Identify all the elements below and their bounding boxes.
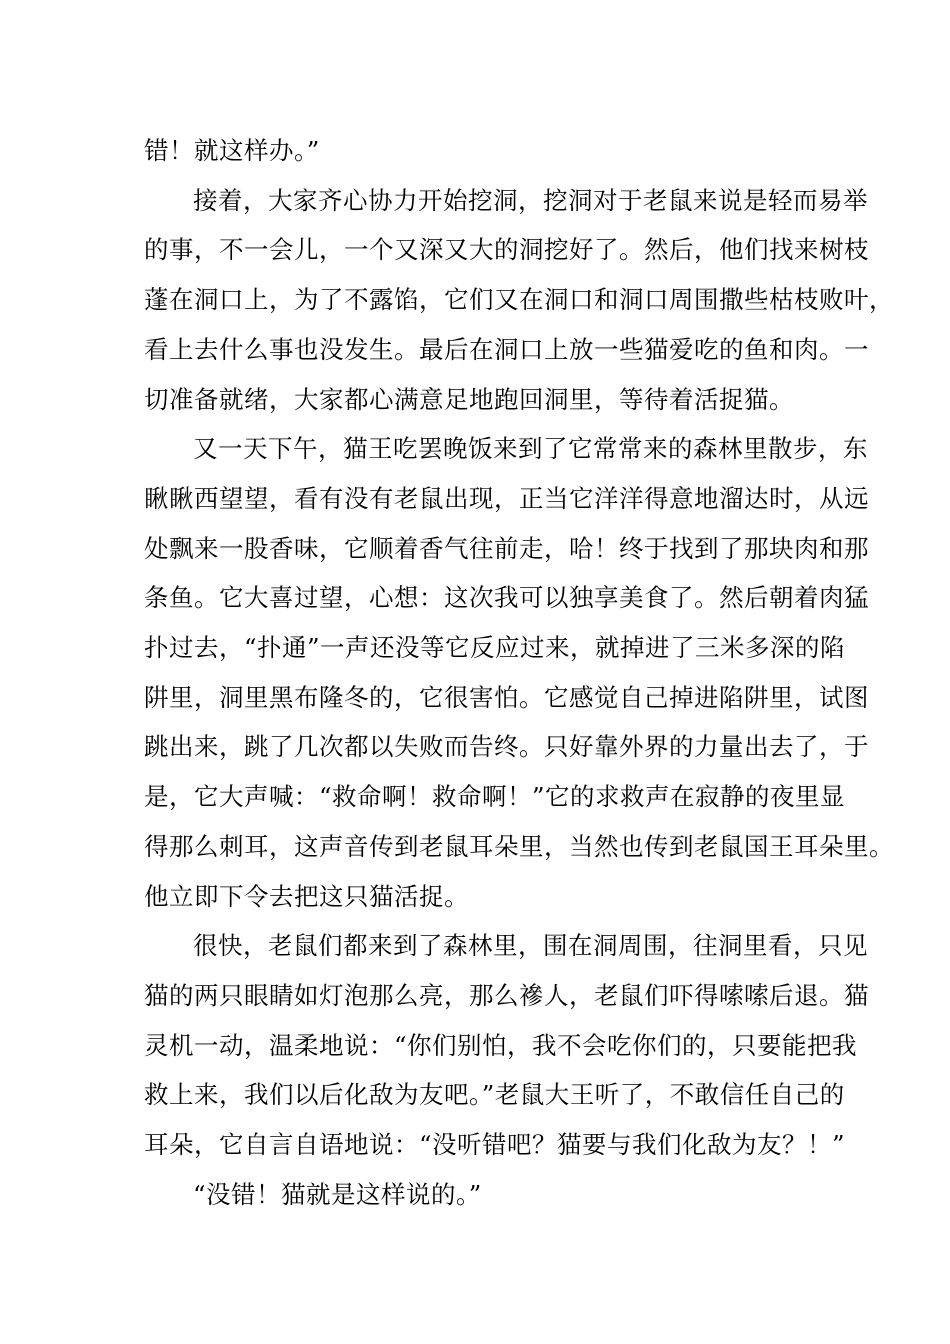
text-line: 是，它大声喊：“救命啊！救命啊！”它的求救声在寂静的夜里显 [144,782,846,812]
text-line: 耳朵，它自言自语地说：“没听错吧？猫要与我们化敌为友？！” [144,1130,846,1160]
text-line: 猫的两只眼睛如灯泡那么亮，那么襂人，老鼠们吓得嗦嗦后退。猫 [144,980,869,1010]
text-line: 瞅瞅西望望，看有没有老鼠出现，正当它洋洋得意地溜达时，从远 [144,483,869,513]
text-line: 错！就这样办。” [144,136,320,165]
text-line: 蓬在洞口上，为了不露馅，它们又在洞口和洞口周围撒些枯枝败叶， [144,285,894,315]
paragraph-3 [144,424,894,921]
text-line: “没错！猫就是这样说的。” [193,1179,482,1209]
text-line: 很快，老鼠们都来到了森林里，围在洞周围，往洞里看，只见 [193,931,868,961]
text-line: 又一天下午，猫王吃罢晚饭来到了它常常来的森林里散步，东 [193,434,868,464]
text-line: 接着，大家齐心协力开始挖洞，挖洞对于老鼠来说是轻而易举 [193,185,868,215]
paragraph-5 [144,1170,824,1220]
text-line: 扑过去，“扑通”一声还没等它反应过来，就掉进了三米多深的陷 [144,633,846,663]
text-line: 的事，不一会儿，一个又深又大的洞挖好了。然后，他们找来树枝 [144,235,869,265]
text-line: 切准备就绪，大家都心满意足地跑回洞里，等待着活捉猫。 [144,384,794,414]
text-line: 阱里，洞里黑布隆冬的，它很害怕。它感觉自己掉进陷阱里，试图 [144,682,869,712]
story-text [144,126,894,1219]
text-line: 得那么刺耳，这声音传到老鼠耳朵里，当然也传到老鼠国王耳朵里。 [144,831,894,861]
paragraph-4 [144,921,869,1170]
paragraph-2 [144,176,894,425]
paragraph-1 [144,126,824,176]
text-line: 他立即下令去把这只猫活捉。 [144,881,469,911]
text-line: 条鱼。它大喜过望，心想：这次我可以独享美食了。然后朝着肉猛 [144,583,869,613]
text-line: 跳出来，跳了几次都以失败而告终。只好靠外界的力量出去了，于 [144,732,869,762]
text-line: 救上来，我们以后化敌为友吧。”老鼠大王听了，不敢信任自己的 [144,1080,845,1110]
text-line: 处飘来一股香味，它顺着香气往前走，哈！终于找到了那块肉和那 [144,533,869,563]
text-line: 灵机一动，温柔地说：“你们别怕，我不会吃你们的，只要能把我 [144,1030,858,1060]
text-line: 看上去什么事也没发生。最后在洞口上放一些猫爱吃的鱼和肉。一 [144,334,869,364]
